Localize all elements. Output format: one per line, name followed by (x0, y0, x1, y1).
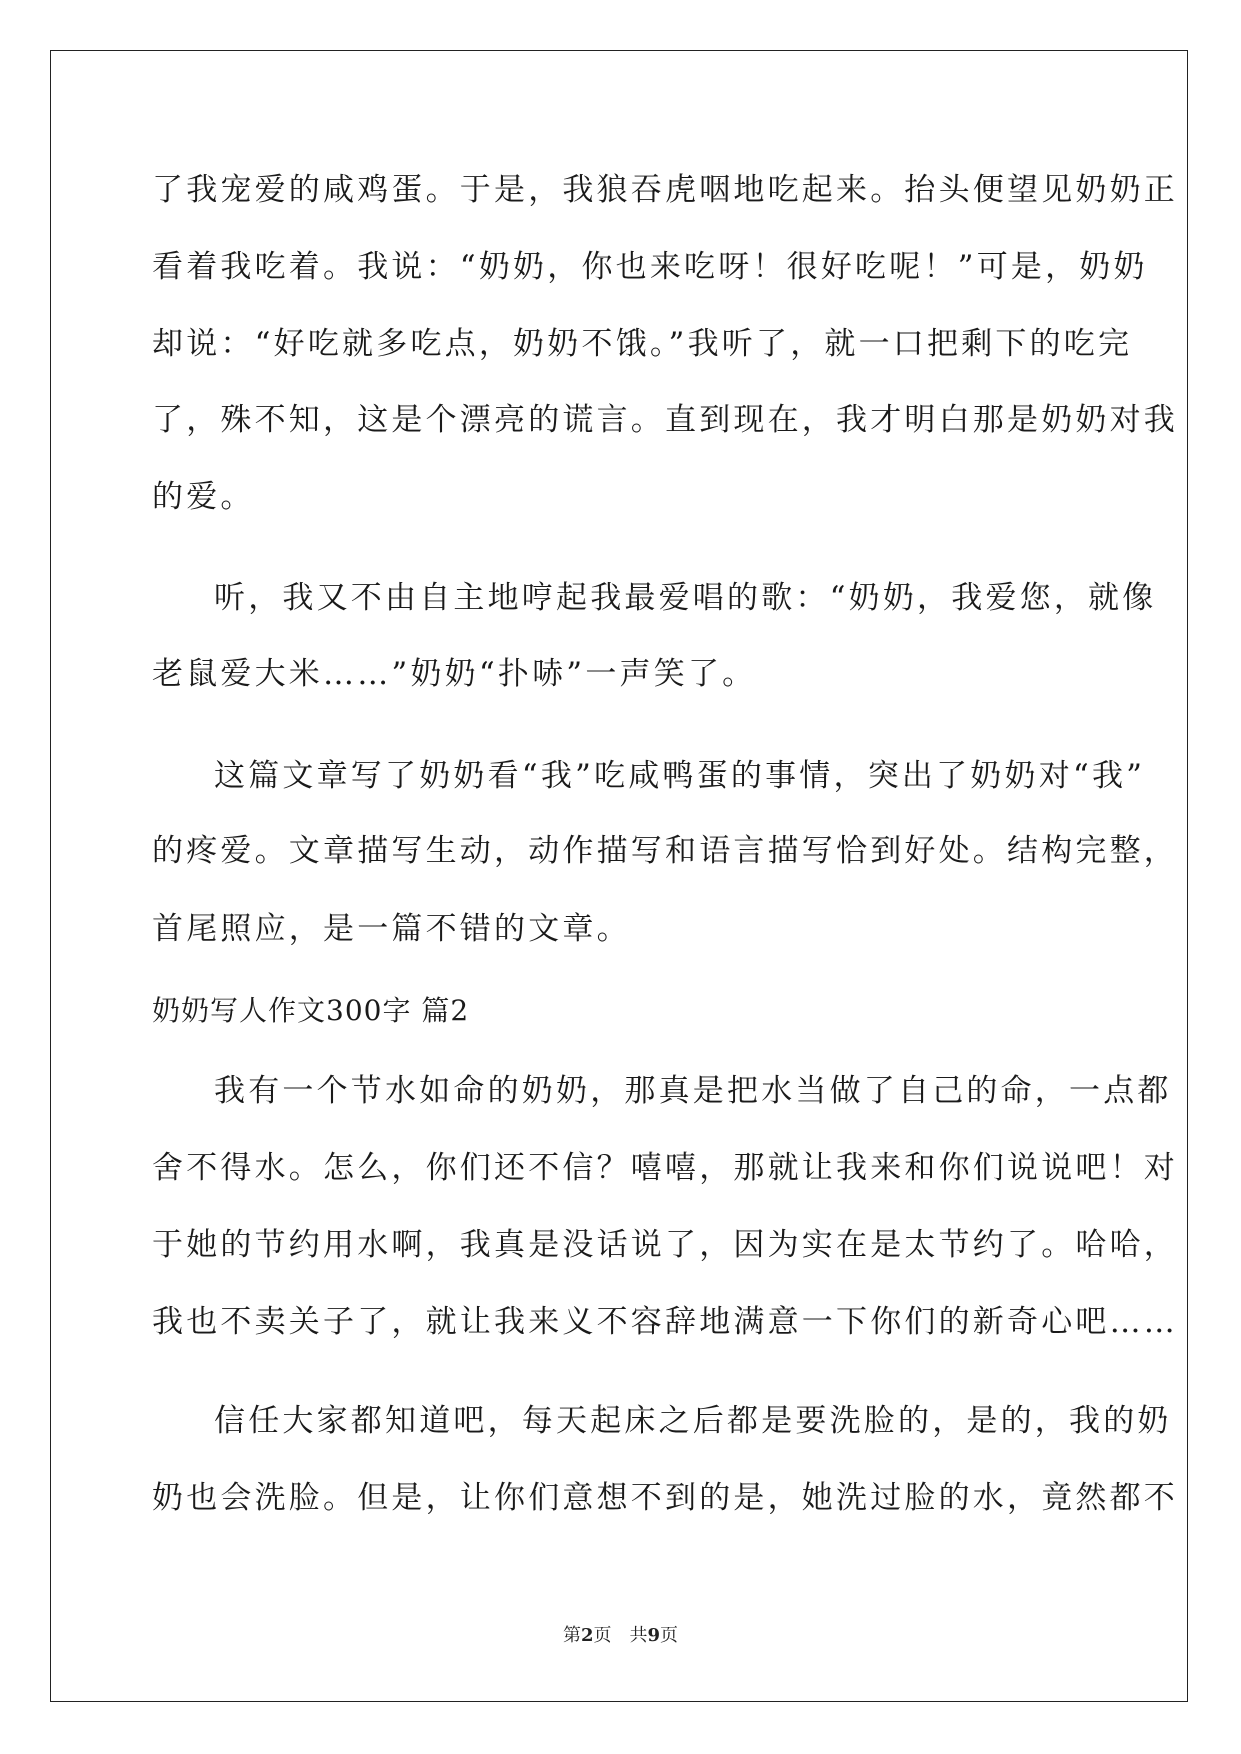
page-current: 2 (580, 1625, 594, 1646)
page-suffix: 页 (660, 1625, 679, 1646)
text-line-9: 的疼爱。文章描写生动，动作描写和语言描写恰到好处。结构完整， (152, 833, 1178, 869)
text-line-8: 这篇文章写了奶奶看“我”吃咸鸭蛋的事情，突出了奶奶对“我” (214, 758, 1146, 794)
text-line-15: 我也不卖关子了，就让我来义不容辞地满意一下你们的新奇心吧…… (152, 1304, 1178, 1340)
text-line-17: 奶也会洗脸。但是，让你们意想不到的是，她洗过脸的水，竟然都不 (152, 1480, 1178, 1516)
text-line-2: 看着我吃着。我说：“奶奶，你也来吃呀！很好吃呢！”可是，奶奶 (152, 249, 1148, 285)
text-line-12: 我有一个节水如命的奶奶，那真是把水当做了自己的命，一点都 (214, 1073, 1172, 1109)
page-mid: 页 共 (593, 1625, 648, 1646)
text-line-4: 了，殊不知，这是个漂亮的谎言。直到现在，我才明白那是奶奶对我 (152, 402, 1178, 438)
page-total: 9 (647, 1625, 661, 1646)
text-line-16: 信任大家都知道吧，每天起床之后都是要洗脸的，是的，我的奶 (214, 1403, 1172, 1439)
page-prefix: 第 (562, 1625, 581, 1646)
text-line-13: 舍不得水。怎么，你们还不信？嘻嘻，那就让我来和你们说说吧！对 (152, 1150, 1178, 1186)
text-line-3: 却说：“好吃就多吃点，奶奶不饿。”我听了，就一口把剩下的吃完 (152, 326, 1133, 362)
text-line-14: 于她的节约用水啊，我真是没话说了，因为实在是太节约了。哈哈， (152, 1227, 1178, 1263)
text-line-1: 了我宠爱的咸鸡蛋。于是，我狼吞虎咽地吃起来。抬头便望见奶奶正 (152, 172, 1178, 208)
text-line-10: 首尾照应，是一篇不错的文章。 (152, 911, 631, 947)
text-line-5: 的爱。 (152, 479, 255, 515)
text-line-7: 老鼠爱大米……”奶奶“扑哧”一声笑了。 (152, 656, 757, 692)
section-heading: 奶奶写人作文300字 篇2 (152, 994, 470, 1027)
page-footer (0, 1624, 1241, 1648)
page-border (50, 50, 1188, 1702)
text-line-6: 听，我又不由自主地哼起我最爱唱的歌：“奶奶，我爱您，就像 (214, 580, 1157, 616)
